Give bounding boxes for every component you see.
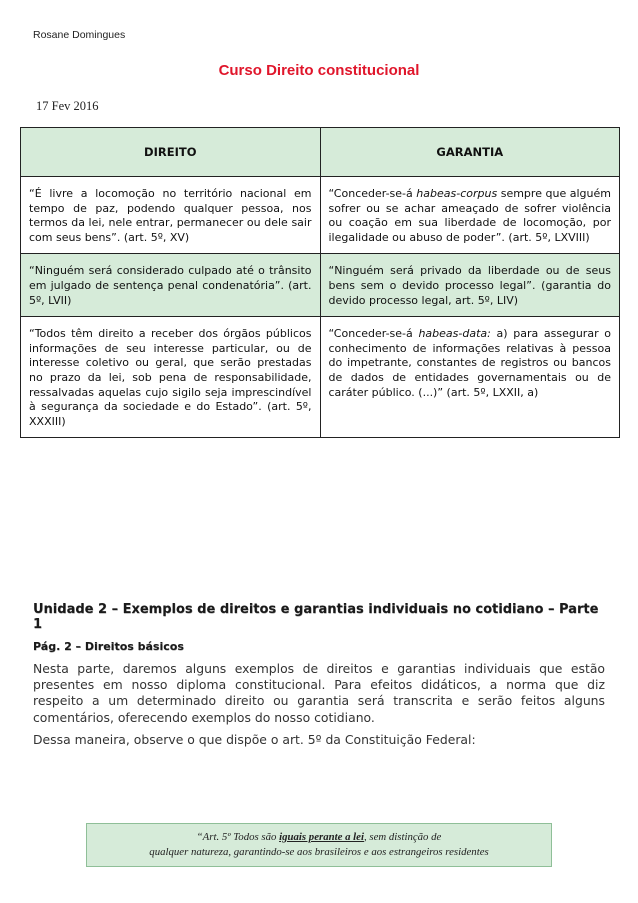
- cell-garantia: [320, 254, 620, 317]
- quote-text-line2: qualquer natureza, garantindo-se aos brasileiros e aos estrangeiros residentes: [149, 846, 489, 858]
- page-reference: Pág. 2 – Direitos básicos: [33, 640, 184, 653]
- cell-text: “Conceder-se-á: [328, 327, 419, 341]
- constitution-lead-paragraph: Dessa maneira, observe o que dispõe o art. 5º da Constituição Federal:: [33, 731, 476, 747]
- table-row: [21, 177, 620, 254]
- document-title: Curso Direito constitucional: [218, 62, 420, 79]
- quote-text: “Art. 5º Todos são: [196, 831, 280, 843]
- cell-direito: “Todos têm direito a receber dos órgãos públicos informações de seu interesse particular, ou de interesse coletivo ou geral, que serão prestadas no prazo da lei, sob pena de responsabilidade, ressalvadas aquelas cujo sigilo seja imprescindível à segurança da sociedade e do Estado”. (art. 5º, XXXIII): [21, 317, 321, 438]
- rights-guarantees-table: [20, 127, 620, 438]
- constitution-quote-box: [86, 823, 552, 867]
- author-name: Rosane Domingues: [33, 29, 126, 41]
- cell-text-italic: habeas-data:: [418, 327, 491, 341]
- table-row: [21, 254, 620, 317]
- intro-paragraph: Nesta parte, daremos alguns exemplos de direitos e garantias individuais que estão presentes em nosso diploma constitucional. Para efeitos didáticos, a norma que diz respeito a um determinado direito ou garantia será transcrita e serão feitos alguns comentários, oferecendo exemplos do nosso cotidiano.: [33, 661, 605, 725]
- cell-text: “Ninguém será privado da liberdade ou de seus bens sem o devido processo legal”. (garantia do devido processo legal, art. 5º, LIV): [328, 264, 611, 307]
- cell-direito: “Ninguém será considerado culpado até o trânsito em julgado de sentença penal condenatória”. (art. 5º, LVII): [21, 254, 321, 317]
- table-row: [21, 317, 620, 438]
- cell-text: “Conceder-se-á: [328, 187, 417, 200]
- unit-title: Unidade 2 – Exemplos de direitos e garantias individuais no cotidiano – Parte 1: [33, 602, 599, 632]
- cell-garantia: [320, 317, 620, 438]
- quote-emphasis: iguais perante a lei: [279, 831, 364, 843]
- unit-section: [33, 602, 605, 754]
- quote-text: , sem distinção de: [363, 831, 442, 843]
- cell-garantia: [320, 177, 620, 254]
- document-date: 17 Fev 2016: [36, 99, 99, 113]
- cell-text-italic: habeas-corpus: [416, 187, 498, 200]
- cell-direito: “É livre a locomoção no território nacional em tempo de paz, podendo qualquer pessoa, nos termos da lei, nele entrar, permanecer ou dele sair com seus bens”. (art. 5º, XV): [21, 177, 321, 254]
- cell-text: sempre que alguém sofrer ou se achar ameaçado de sofrer violência ou coação em sua liberdade de locomoção, por ilegalidade ou abuso de poder”. (art. 5º, LXVIII): [328, 187, 611, 244]
- cell-text: a) para assegurar o conhecimento de informações relativas à pessoa do impetrante, constantes de registros ou bancos de dados de entidades governamentais ou de caráter público. (...)” (art. 5º, LXXII, a): [328, 327, 611, 399]
- table-header-row: [21, 128, 620, 177]
- column-header-direito: DIREITO: [21, 128, 321, 177]
- column-header-garantia: GARANTIA: [320, 128, 620, 177]
